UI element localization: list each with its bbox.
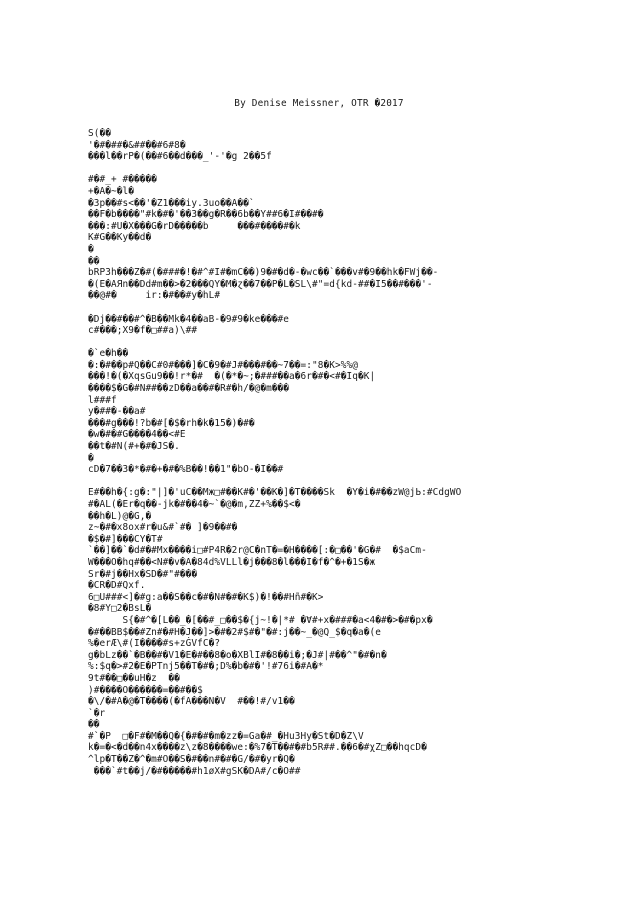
text-line: Sr�#j��Hx�SD�#"#���: [88, 568, 198, 580]
text-line: ���:#U�X���G�rD�����b ���#����#�k: [88, 220, 301, 232]
text-line: �Dj��#��#^�B��Mk�4��aB-�9#9�ke���#e: [88, 313, 290, 325]
text-line: ��F�b����"#k�#�'��3��g�R��6b��Y##6�I#��#�: [88, 209, 324, 221]
text-line: ���#g���!?b�#[�$�rh�k�15�)�#�: [88, 417, 255, 429]
text-line: ��@#� ir:�#��#y�hL#: [88, 290, 221, 302]
text-line: ���l��rP�(��#6��d���_'-'�g 2��5f: [88, 151, 272, 163]
text-line: �$�#]���CY�T#: [88, 533, 163, 545]
text-line: S(��: [88, 128, 111, 139]
text-line: E#��h�{:g�:"|]�'uC��Mж□#��K#�'��K�]�T����Sk �Y�i�#��zW@jЬ:#CdgWO: [88, 487, 462, 499]
text-line: 9t#��□��uH�z ��: [88, 672, 180, 684]
text-line: ��: [88, 255, 100, 267]
blank-line: [88, 476, 628, 488]
text-line: ��t�#N(#+�#�JS�.: [88, 441, 180, 453]
text-line: `�r: [88, 707, 106, 719]
text-line: g�bLz��`�B��#�V1�E�#��8�o�XBlI#�8��i�;�J#|#��^"�#�n�: [88, 649, 387, 661]
text-line: �\/�#A�@�T����(�fA���N�V #��!#/v1��: [88, 696, 295, 708]
text-line: %:$q�>#2�E�PTnj5��T�#�;D%�b�#�'!#76i�#A�*: [88, 661, 324, 673]
text-line: #�AL(�Er�q��-jk�#��4�~`�@�m,ZZ+%��$<�: [88, 499, 301, 510]
blank-line: [88, 337, 628, 349]
text-line: #`�P □�F#�M��Q�{�#�#�m�zz�=Ga�#_�Hu3Hy�St�D�Z\V: [88, 730, 364, 742]
text-line: �8#Y□2�BsL�: [88, 603, 152, 615]
text-line: �(E�AЯn��Dd#m��>�2���QY�M�ɀ��7��P�L�SL\#"=d{kd-##�I5��#���'-: [88, 278, 433, 290]
text-line: ^lp�T��Z�^�m#O��S�#��n#�#�G/�#�yr�Q�: [88, 754, 295, 766]
text-line: �w�#�#G����4��<#E: [88, 429, 186, 441]
text-line: �: [88, 452, 94, 464]
text-line: K#G��Ky��d�: [88, 232, 152, 244]
text-line: ��: [88, 719, 100, 731]
text-line: `��]��`�d#�#Mx����i□#P4R�2r@C�nT�=�H����[:�□��'�G�# �$aCm-: [88, 545, 427, 557]
text-line: �: [88, 243, 94, 255]
garbled-body-text: [88, 128, 628, 777]
text-line: l###f: [88, 394, 117, 406]
text-line: ��h�L)@�G,�: [88, 510, 152, 522]
text-line: cD�7��3�*�#�+�#�%B��!��1"�bO-�I��#: [88, 464, 284, 476]
text-line: )#����O������=��#��$: [88, 684, 203, 696]
text-line: %�erÆ\#(I����#s+zĠVfC�?: [88, 638, 221, 650]
author-byline: By Denise Meissner, OTR �2017: [234, 98, 404, 109]
text-line: '�#�##�&##��#6#8�: [88, 139, 186, 151]
text-line: bRP3h���Z�#(�###�!�#^#I#�mC��)9�#�d�-�wc��`���v#�9��hk�FWj��-: [88, 267, 439, 279]
text-line: S{�#^�[L��_�[��#_□��$�{j~!�|*# �Ɐ#+x�###�a<4�#�>�#�px�: [88, 614, 433, 626]
text-line: z~�#�x8ox#r�u&#`#� ]�9��#�: [88, 522, 238, 534]
text-line: k�=�<�d��n4x����z\z�8����we:�%7�T��#�#b5R##.��6�#χZ□��hqcD�: [88, 742, 427, 754]
text-line: �#��BB$��#Zn#�#H�J��]>�#�2#$#�"�#:j��~_�@Q_$�q�a�(e: [88, 626, 381, 638]
text-line: �`e�h��: [88, 348, 129, 360]
text-line: ���!�(�XqsGu9��!r*�# �(�*�~;�###��a�6r�#�<#�Iq�K|: [88, 371, 376, 383]
text-line: W���O�hq#��<N#�v�A�84d%VLLl�j���8�l���I�f�^�+�1S�ж: [88, 556, 376, 568]
text-line: 6□U###<]�#g:a��S��c�#�N#�#�K$)�!��#Hñ#�K>: [88, 591, 324, 603]
text-line: +�A�~�l�: [88, 185, 134, 197]
text-line: ���`#t��j/�#�����#h1øX#gSK�DA#/c�O##: [88, 765, 301, 777]
blank-line: [88, 302, 628, 314]
text-line: c#���;X9�f�□##a)\##: [88, 325, 198, 337]
text-line: ����$�G�#N##��zD��a��#�R#�h/�@�m���: [88, 383, 290, 395]
blank-line: [88, 163, 628, 175]
text-line: #�#_+ #�����: [88, 174, 157, 186]
text-line: y�##�-��a#: [88, 406, 146, 418]
text-line: �CR�D#Qxf.: [88, 580, 146, 592]
text-line: �:�#��p#Q��C#0#���]�C�9�#J#���#��~7��=:"8�K>%%@: [88, 359, 358, 371]
text-line: �3p��#s<��'�Z1���iy.3uo��A��`: [88, 197, 255, 209]
